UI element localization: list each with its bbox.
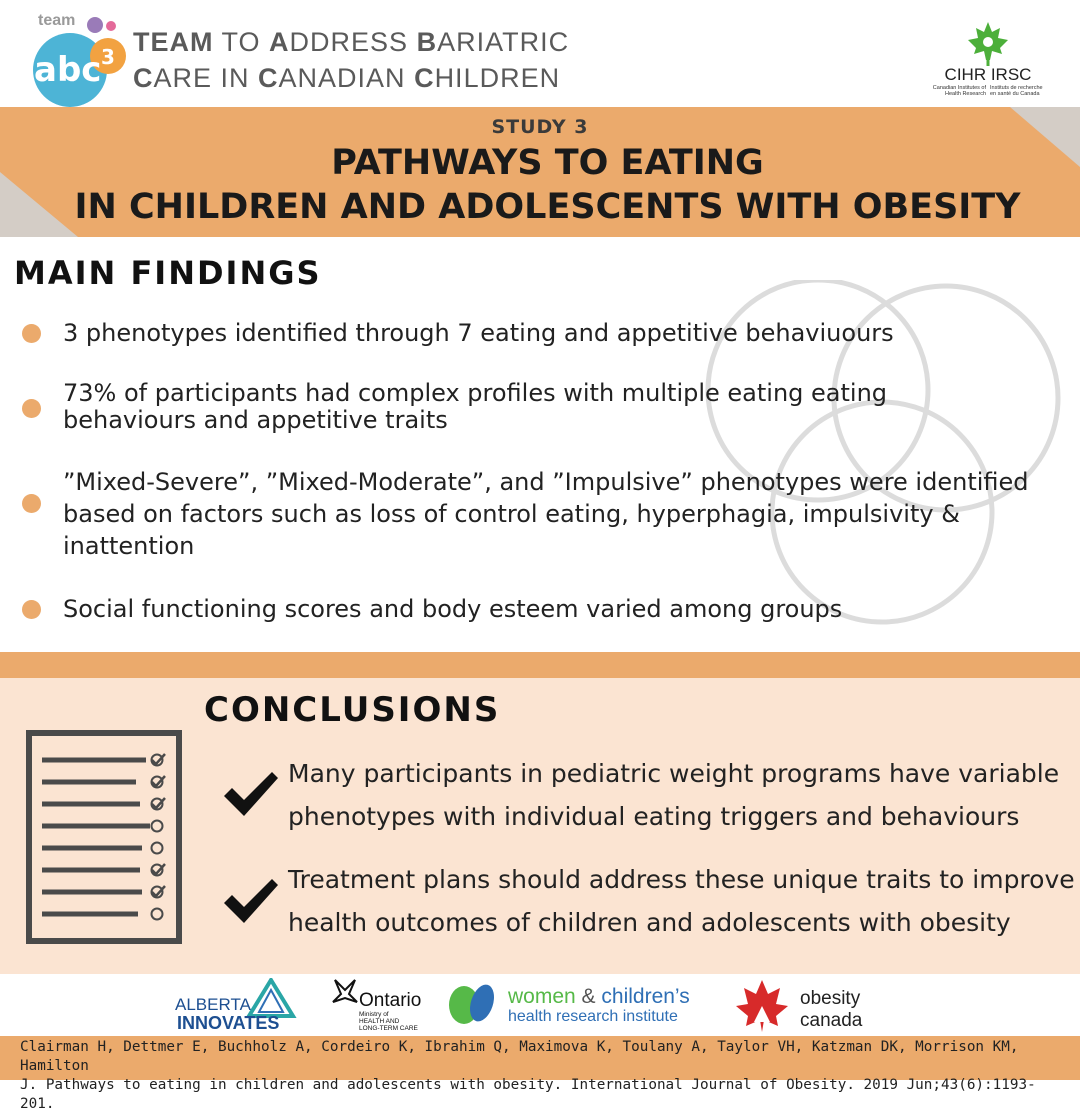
checklist-line	[42, 824, 150, 829]
alberta-line-1: ALBERTA	[175, 995, 251, 1014]
finding-1-line-1: 3 phenotypes identified through 7 eating and appetitive behaviuours	[63, 319, 894, 347]
team-name-segment: C	[414, 63, 435, 93]
team-name-segment: DDRESS	[289, 27, 417, 57]
finding-text-2	[63, 380, 1053, 434]
bullet-icon	[22, 494, 41, 513]
cihr-en-line-1: Canadian Institutes of	[932, 85, 986, 91]
team-name-segment: C	[258, 63, 279, 93]
obesity-canada-leaf-icon	[736, 980, 788, 1032]
checklist-box	[152, 843, 163, 854]
checklist-line	[42, 758, 146, 763]
page-title-line-2: IN CHILDREN AND ADOLESCENTS WITH OBESITY	[74, 187, 1021, 227]
checklist-box	[152, 909, 163, 920]
conclusion-text-1	[288, 752, 1078, 838]
checklist-line	[42, 912, 138, 917]
ontario-ministry-logo	[327, 976, 429, 1034]
finding-4-line-1: Social functioning scores and body esteem varied among groups	[63, 595, 843, 623]
conclusion-text-2	[288, 858, 1078, 944]
finding-3-line-2: based on factors such as loss of control eating, hyperphagia, impulsivity &	[63, 500, 960, 528]
checklist-icon	[26, 730, 182, 944]
checklist-box	[152, 821, 163, 832]
bullet-icon	[22, 324, 41, 343]
checklist-line	[42, 846, 142, 851]
alberta-line-2: INNOVATES	[177, 1013, 280, 1033]
checkmark-icon	[222, 877, 280, 925]
finding-3-line-3: inattention	[63, 532, 195, 560]
logo-abc-word: abc	[34, 50, 102, 90]
citation-line-1: Clairman H, Dettmer E, Buchholz A, Cordeiro K, Ibrahim Q, Maximova K, Toulany A, Taylor VH, Katzman DK, Morrison KM, Hamilton	[20, 1039, 1019, 1074]
page-title-line-1: PATHWAYS TO EATING	[331, 143, 764, 183]
team-name	[133, 24, 569, 96]
wchri-amp: &	[575, 985, 602, 1008]
cihr-name: CIHR IRSC	[944, 65, 1032, 84]
cihr-fr-line-2: en santé du Canada	[990, 91, 1040, 97]
finding-text-4	[63, 594, 1053, 624]
obesity-canada-logo	[730, 976, 880, 1034]
study-label: STUDY 3	[491, 116, 589, 138]
team-name-segment: ARIATRIC	[437, 27, 570, 57]
wchri-line-2: health research institute	[508, 1008, 678, 1025]
checklist-line	[42, 802, 140, 807]
maple-leaf-icon	[968, 22, 1008, 66]
page-title	[0, 141, 1080, 229]
alberta-mountain-icon	[249, 980, 293, 1016]
obesity-line-2: canada	[800, 1010, 863, 1031]
checklist-line	[42, 868, 140, 873]
team-name-segment: TO	[213, 27, 270, 57]
checkmark-icon	[222, 770, 280, 818]
team-name-segment: ARE IN	[153, 63, 259, 93]
citation-line-2: J. Pathways to eating in children and adolescents with obesity. International Journal of Obesity. 2019 Jun;43(6):1193-201.	[20, 1077, 1036, 1112]
team-name-segment: ANADIAN	[278, 63, 415, 93]
citation	[20, 1038, 1070, 1114]
wchri-children: children’s	[601, 985, 690, 1008]
logo-superscript: 3	[101, 45, 115, 69]
ontario-sub-2: HEALTH AND	[359, 1018, 400, 1025]
obesity-line-1: obesity	[800, 988, 861, 1009]
finding-2-line-1: 73% of participants had complex profiles with multiple eating eating	[63, 379, 888, 407]
conclusion-1-line-2: phenotypes with individual eating triggers and behaviours	[288, 802, 1020, 831]
conclusions-heading: CONCLUSIONS	[204, 690, 501, 730]
ontario-name: Ontario	[359, 990, 422, 1011]
section-divider-stripe	[0, 652, 1080, 678]
conclusion-1-line-1: Many participants in pediatric weight programs have variable	[288, 759, 1060, 788]
bullet-icon	[22, 399, 41, 418]
main-findings-heading: MAIN FINDINGS	[14, 254, 322, 292]
conclusion-2-line-2: health outcomes of children and adolescents with obesity	[288, 908, 1011, 937]
bullet-icon	[22, 600, 41, 619]
team-name-segment: HILDREN	[434, 63, 561, 93]
cihr-en-line-2: Health Research	[945, 91, 986, 97]
team-name-segment: B	[416, 27, 438, 57]
finding-text-3	[63, 466, 1073, 562]
team-abc3-logo	[22, 8, 130, 108]
cihr-irsc-logo	[928, 18, 1048, 102]
ontario-sub-1: Ministry of	[359, 1011, 389, 1018]
team-name-segment: TEAM	[133, 27, 214, 57]
team-name-segment: A	[269, 27, 290, 57]
cihr-fr-line-1: Instituts de recherche	[990, 85, 1043, 91]
trillium-icon	[333, 980, 357, 1002]
partner-logos-bar	[0, 974, 1080, 1036]
wchri-line-1	[507, 985, 690, 1008]
team-name-line-2	[133, 60, 569, 96]
team-name-segment: C	[133, 63, 154, 93]
logo-team-word: team	[38, 12, 76, 29]
finding-2-line-2: behaviours and appetitive traits	[63, 406, 448, 434]
wchri-women: women	[508, 985, 576, 1008]
wchri-leaf-icon	[449, 982, 498, 1025]
finding-3-line-1: ”Mixed-Severe”, ”Mixed-Moderate”, and ”Impulsive” phenotypes were identified	[63, 468, 1029, 496]
checklist-line	[42, 780, 136, 785]
alberta-innovates-logo	[175, 978, 315, 1034]
wchri-logo	[446, 978, 726, 1032]
finding-text-1	[63, 318, 1053, 348]
conclusion-2-line-1: Treatment plans should address these unique traits to improve	[288, 865, 1075, 894]
team-name-line-1	[133, 24, 569, 60]
checklist-line	[42, 890, 142, 895]
ontario-sub-3: LONG-TERM CARE	[359, 1025, 418, 1032]
